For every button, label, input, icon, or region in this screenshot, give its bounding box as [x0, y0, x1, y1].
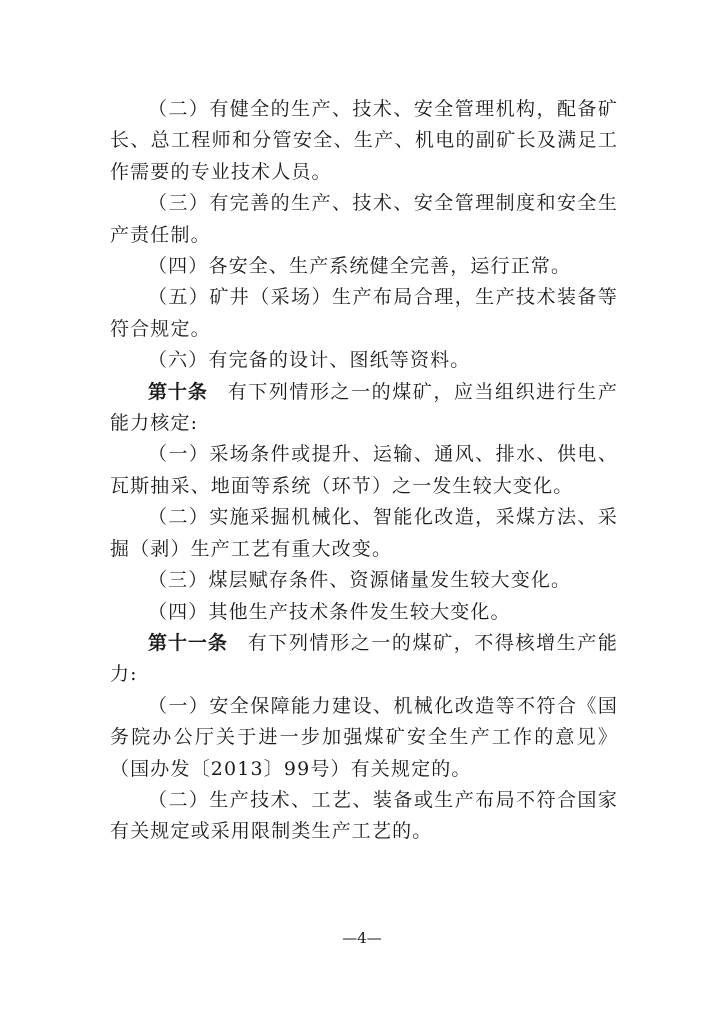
- article-11-label: 第十一条: [148, 631, 228, 654]
- article-10-label: 第十条: [148, 380, 208, 403]
- page-number: —4—: [342, 929, 382, 947]
- article-10-item-4: （四）其他生产技术条件发生较大变化。: [148, 600, 511, 623]
- body-text: [110, 94, 618, 848]
- paragraph-item-3: （三）有完善的生产、技术、安全管理制度和安全生产责任制。: [110, 192, 618, 246]
- article-11-text: 有下列情形之一的煤矿，不得核增生产能力:: [110, 631, 618, 686]
- article-11-item-2: （二）生产技术、工艺、装备或生产布局不符合国家有关规定或采用限制类生产工艺的。: [110, 788, 618, 843]
- article-10-item-3: （三）煤层赋存条件、资源储量发生较大变化。: [148, 569, 572, 592]
- paragraph-item-4: （四）各安全、生产系统健全完善，运行正常。: [148, 255, 572, 278]
- article-11: [110, 628, 618, 691]
- paragraph-item-5: （五）矿井（采场）生产布局合理，生产技术装备等符合规定。: [110, 286, 618, 340]
- paragraph-item-6: （六）有完备的设计、图纸等资料。: [148, 349, 471, 372]
- article-10-item-2: （二）实施采掘机械化、智能化改造，采煤方法、采掘（剥）生产工艺有重大改变。: [110, 506, 618, 560]
- article-10-text: 有下列情形之一的煤矿，应当组织进行生产能力核定:: [110, 380, 618, 435]
- article-10-item-1: （一）采场条件或提升、运输、通风、排水、供电、瓦斯抽采、地面等系统（环节）之一发生较大变化。: [110, 443, 618, 497]
- article-10: [110, 377, 618, 440]
- article-11-item-1: （一）安全保障能力建设、机械化改造等不符合《国务院办公厅关于进一步加强煤矿安全生产工作的意见》（国办发〔2013〕99号）有关规定的。: [110, 694, 618, 780]
- paragraph-item-2: （二）有健全的生产、技术、安全管理机构，配备矿长、总工程师和分管安全、生产、机电的副矿长及满足工作需要的专业技术人员。: [110, 98, 618, 183]
